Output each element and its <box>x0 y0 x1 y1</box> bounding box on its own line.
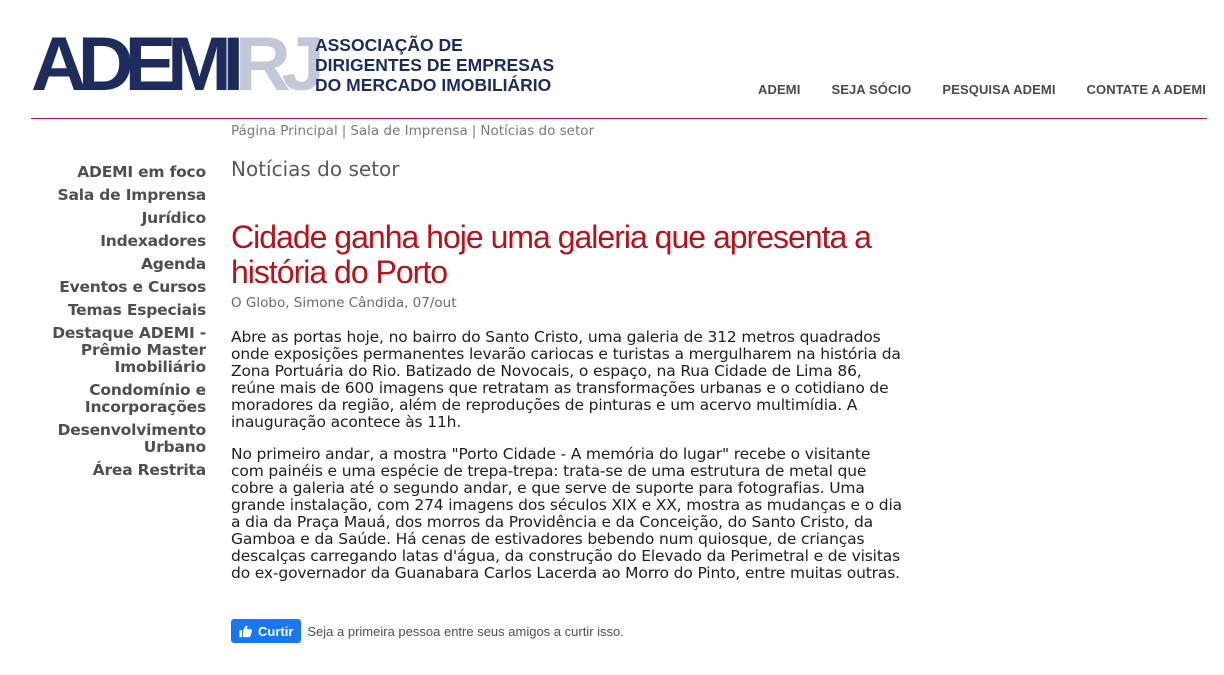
nav-ademi[interactable]: ADEMI <box>758 82 801 97</box>
article-paragraph: Abre as portas hoje, no bairro do Santo Cristo, uma galeria de 312 metros quadrados onde exposições permanentes levarão cariocas e turistas a mergulharem na história da Zona Portuária do Rio. Batizado de Novocais, o espaço, na Rua Cidade de Lima 86, reúne mais de 600 imagens que retratam as transformações urbanas e o cotidiano de moradores da região, além de reproduções de pinturas e um acervo multimídia. A inauguração acontece às 11h. <box>231 328 901 431</box>
logo-tagline: ASSOCIAÇÃO DE DIRIGENTES DE EMPRESAS DO MERCADO IMOBILIÁRIO <box>315 35 555 95</box>
sidebar-item-desenvolvimento-urbano[interactable]: Desenvolvimento Urbano <box>57 421 206 456</box>
breadcrumb <box>231 123 594 139</box>
nav-contate-ademi[interactable]: CONTATE A ADEMI <box>1086 82 1206 97</box>
article-byline: O Globo, Simone Cândida, 07/out <box>231 295 457 311</box>
header-divider <box>31 118 1207 119</box>
facebook-like-widget <box>231 619 624 643</box>
thumbs-up-icon <box>238 624 253 638</box>
breadcrumb-separator: | <box>471 123 477 139</box>
sidebar-item-indexadores[interactable]: Indexadores <box>100 232 206 250</box>
top-nav <box>758 82 1206 97</box>
article-paragraph: No primeiro andar, a mostra "Porto Cidade - A memória do lugar" recebe o visitante com painéis e uma espécie de trepa-trepa: trata-se de uma estrutura de metal que cobre a galeria até o segundo andar, e que serve de suporte para fotografias. Uma grande instalação, com 274 imagens dos séculos XIX e XX, mostra as mudanças e o dia a dia da Praça Mauá, dos morros da Providência e da Conceição, do Santo Cristo, da Gamboa e da Saúde. Há cenas de estivadores bebendo num quiosque, de crianças descalças carregando latas d'água, da construção do Elevado da Perimetral e de visitas do ex-governador da Guanabara Carlos Lacerda ao Morro do Pinto, entre muitas outras. <box>231 445 902 582</box>
sidebar-item-agenda[interactable]: Agenda <box>141 255 206 273</box>
breadcrumb-separator: | <box>341 123 347 139</box>
sidebar <box>26 164 206 485</box>
like-prompt-text: Seja a primeira pessoa entre seus amigos a curtir isso. <box>307 623 624 639</box>
like-button-label: Curtir <box>258 623 294 639</box>
article-body <box>231 329 903 597</box>
sidebar-item-eventos-e-cursos[interactable]: Eventos e Cursos <box>59 278 206 296</box>
breadcrumb-current[interactable]: Notícias do setor <box>480 123 595 139</box>
article-headline: Cidade ganha hoje uma galeria que apresenta a história do Porto <box>231 219 871 290</box>
sidebar-item-juridico[interactable]: Jurídico <box>141 209 206 227</box>
breadcrumb-press-room[interactable]: Sala de Imprensa <box>350 123 468 139</box>
like-button[interactable] <box>231 619 301 643</box>
breadcrumb-home[interactable]: Página Principal <box>231 123 338 139</box>
section-title: Notícias do setor <box>231 157 400 181</box>
nav-seja-socio[interactable]: SEJA SÓCIO <box>831 82 912 97</box>
logo-wordmark: ADEMIRJ <box>31 22 316 107</box>
sidebar-item-temas-especiais[interactable]: Temas Especiais <box>67 301 206 319</box>
sidebar-item-destaque-ademi[interactable]: Destaque ADEMI - Prêmio Master Imobiliário <box>52 324 206 376</box>
nav-pesquisa-ademi[interactable]: PESQUISA ADEMI <box>942 82 1056 97</box>
ademi-logo[interactable] <box>31 22 555 107</box>
sidebar-item-condominio[interactable]: Condomínio e Incorporações <box>84 381 206 416</box>
sidebar-item-ademi-em-foco[interactable]: ADEMI em foco <box>77 163 206 181</box>
sidebar-item-sala-de-imprensa[interactable]: Sala de Imprensa <box>57 186 206 204</box>
sidebar-item-area-restrita[interactable]: Área Restrita <box>92 461 206 479</box>
